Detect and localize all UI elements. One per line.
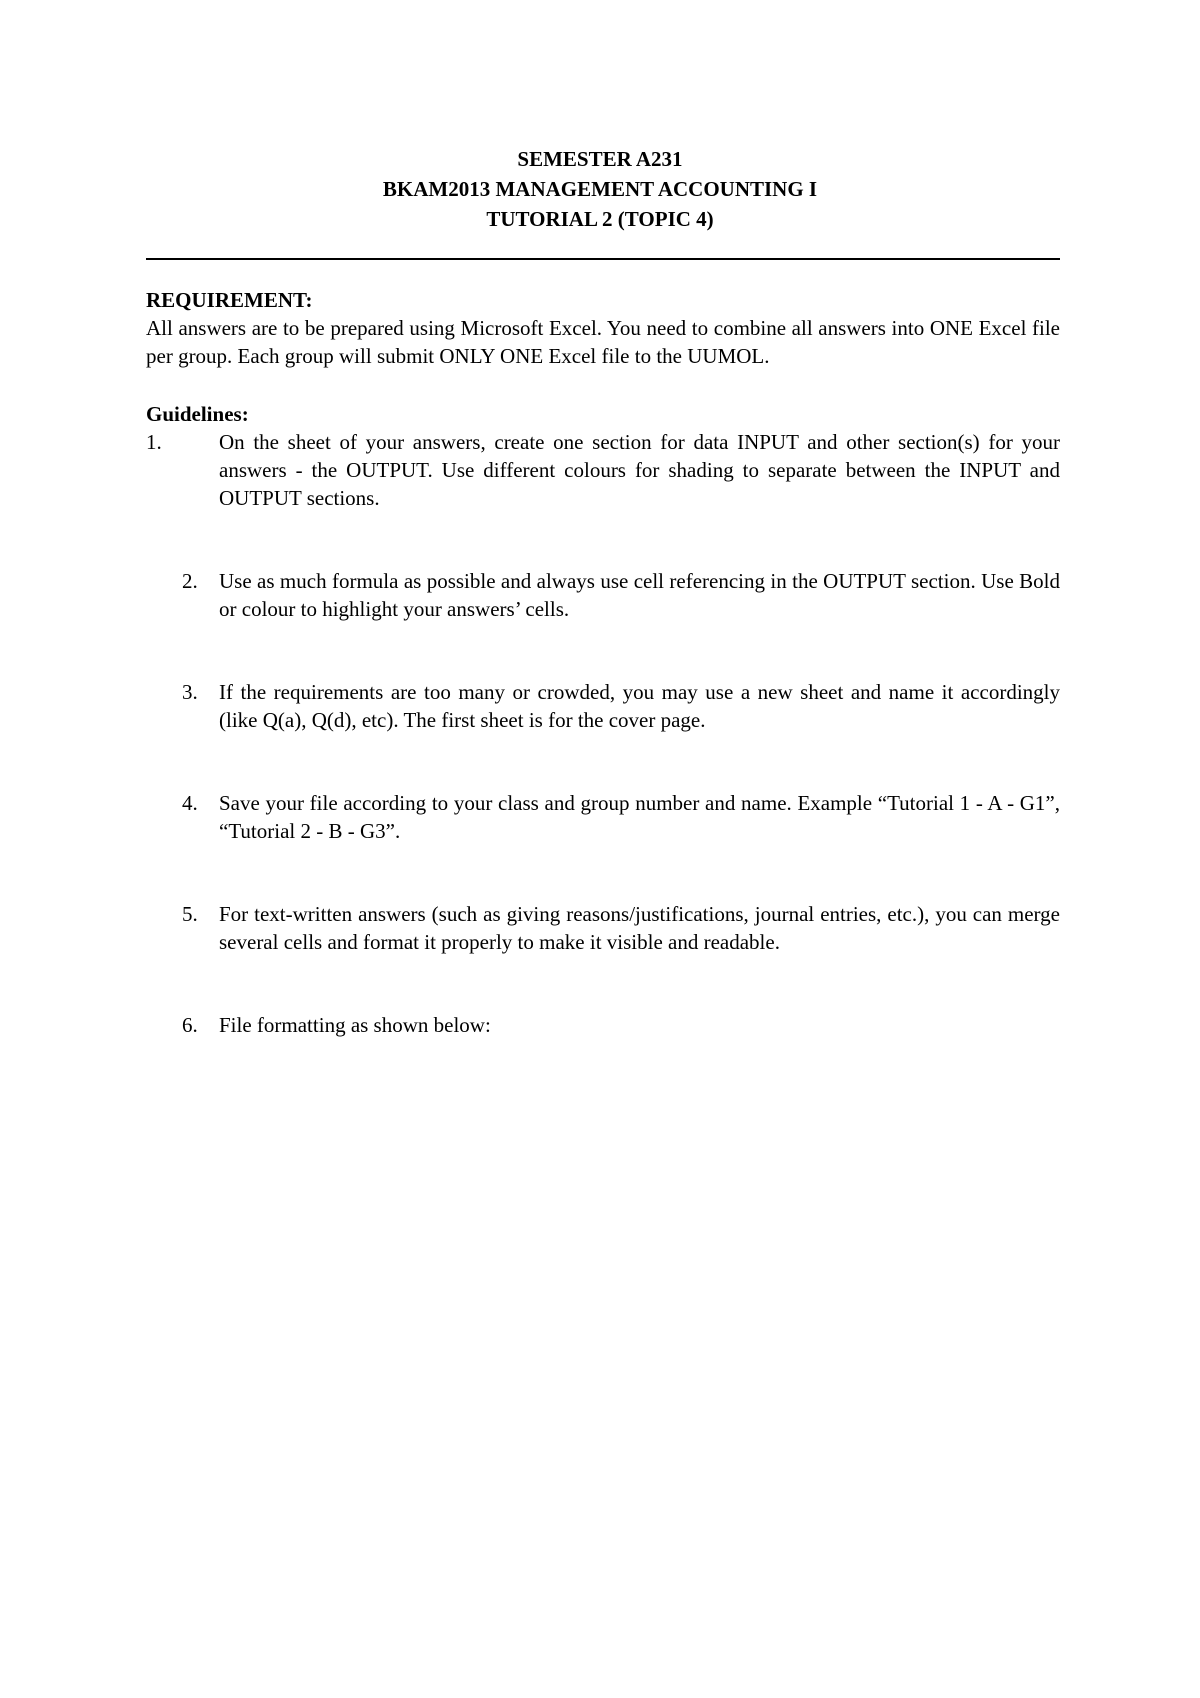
- list-item: [146, 1011, 1060, 1039]
- list-item: [146, 900, 1060, 956]
- guidelines-list: [146, 428, 1060, 1039]
- list-item-number: 4.: [182, 791, 198, 815]
- list-item: [146, 428, 1060, 512]
- list-item-text: On the sheet of your answers, create one section for data INPUT and other section(s) for your answers - the OUTPUT. Use different colours for shading to separate between the INPUT and OUTPUT sections.: [219, 430, 1060, 510]
- list-item-number: 1.: [146, 430, 162, 454]
- list-item: [146, 789, 1060, 845]
- list-item: [146, 678, 1060, 734]
- tutorial-title: TUTORIAL 2 (TOPIC 4): [486, 207, 714, 231]
- list-item-number: 3.: [182, 680, 198, 704]
- list-item-text: If the requirements are too many or crowded, you may use a new sheet and name it accordingly (like Q(a), Q(d), etc). The first sheet is for the cover page.: [219, 680, 1060, 732]
- requirement-heading: REQUIREMENT:: [146, 288, 313, 312]
- document-header: [0, 144, 1200, 234]
- list-item-text: Save your file according to your class and group number and name. Example “Tutorial 1 - A - G1”, “Tutorial 2 - B - G3”.: [219, 791, 1060, 843]
- list-item-number: 6.: [182, 1013, 198, 1037]
- guidelines-heading: Guidelines:: [146, 402, 249, 426]
- document-body: [146, 286, 1060, 1039]
- semester-title: SEMESTER A231: [517, 147, 683, 171]
- list-item-text: For text-written answers (such as giving reasons/justifications, journal entries, etc.), you can merge several cells and format it properly to make it visible and readable.: [219, 902, 1060, 954]
- header-divider: [146, 258, 1060, 260]
- requirement-text: All answers are to be prepared using Microsoft Excel. You need to combine all answers into ONE Excel file per group. Each group will submit ONLY ONE Excel file to the UUMOL.: [146, 316, 1060, 368]
- list-item-text: Use as much formula as possible and always use cell referencing in the OUTPUT section. Use Bold or colour to highlight your answers’ cells.: [219, 569, 1060, 621]
- list-item: [146, 567, 1060, 623]
- list-item-number: 5.: [182, 902, 198, 926]
- list-item-text: File formatting as shown below:: [219, 1013, 491, 1037]
- list-item-number: 2.: [182, 569, 198, 593]
- course-title: BKAM2013 MANAGEMENT ACCOUNTING I: [382, 177, 818, 201]
